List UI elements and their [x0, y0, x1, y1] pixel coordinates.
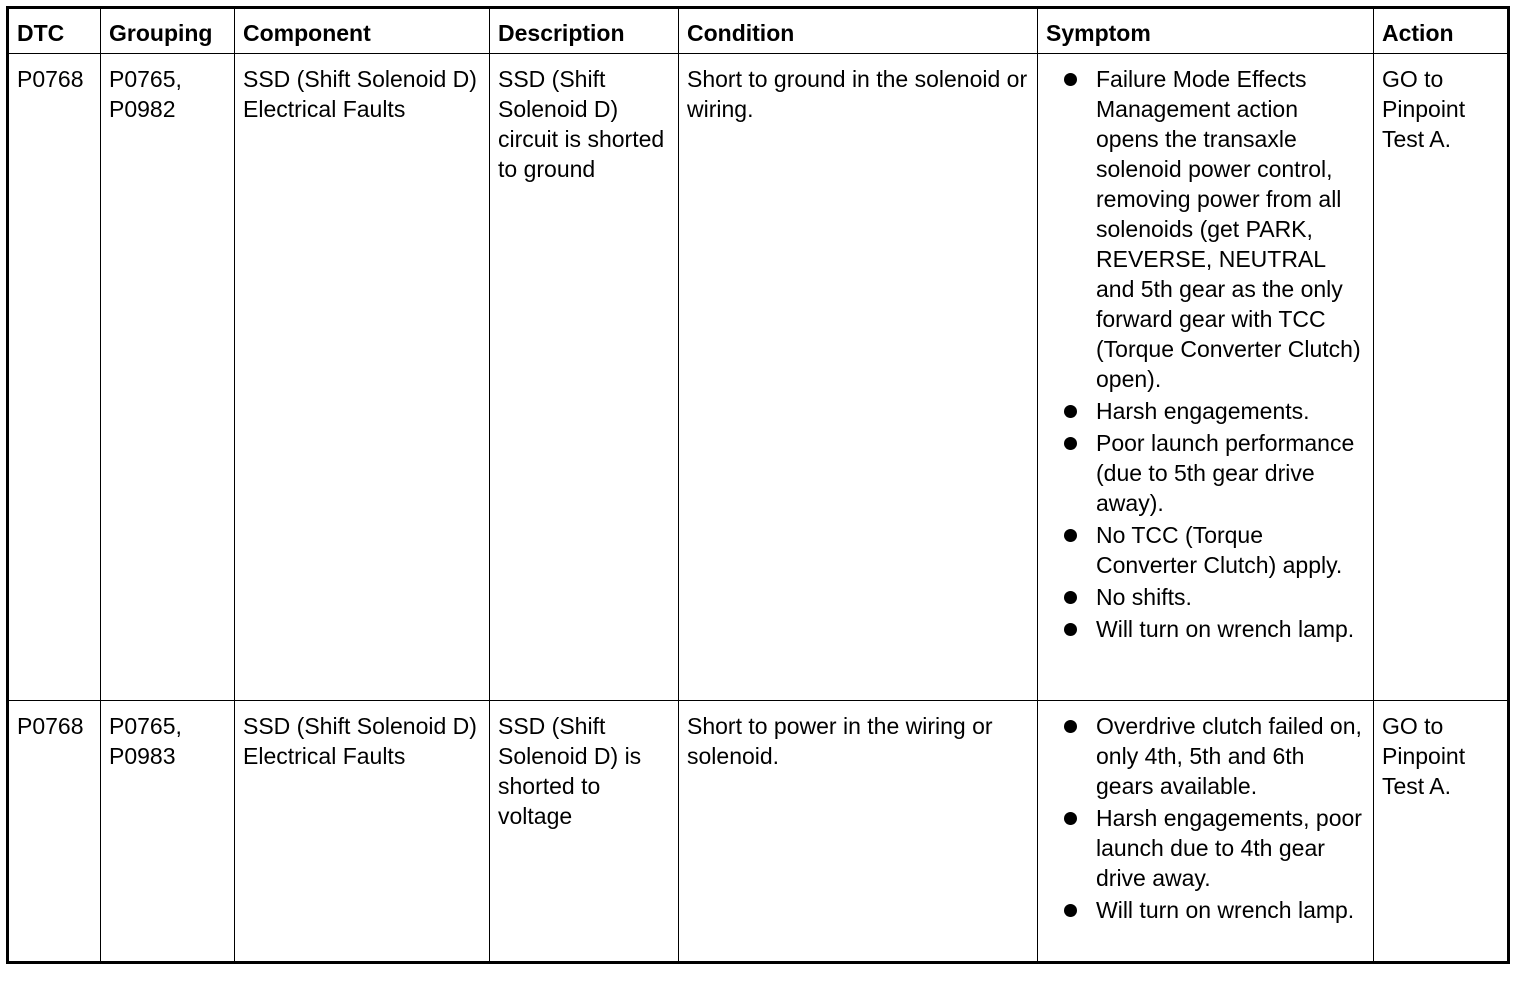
symptom-text: No TCC (Torque Converter Clutch) apply. [1096, 522, 1343, 578]
component-cell: SSD (Shift Solenoid D) Electrical Faults [235, 701, 490, 963]
symptom-item [1096, 520, 1365, 580]
dtc-table [6, 6, 1510, 964]
dtc-cell: P0768 [8, 54, 101, 701]
symptom-text: No shifts. [1096, 584, 1192, 610]
table-row [8, 701, 1509, 963]
bullet-icon [1064, 812, 1077, 825]
symptom-item [1096, 614, 1365, 644]
bullet-icon [1064, 623, 1077, 636]
symptom-text: Failure Mode Effects Management action opens the transaxle solenoid power control, removing power from all solenoids (get PARK, REVERSE, NEUTRAL and 5th gear as the only forward gear with TCC (Torque Converter Clutch) open). [1096, 66, 1361, 392]
bullet-icon [1064, 529, 1077, 542]
condition-cell: Short to power in the wiring or solenoid. [679, 701, 1038, 963]
symptom-cell [1038, 701, 1374, 963]
symptom-list [1046, 711, 1365, 925]
symptom-item [1096, 803, 1365, 893]
bullet-icon [1064, 437, 1077, 450]
header-row [8, 8, 1509, 54]
symptom-text: Poor launch performance (due to 5th gear drive away). [1096, 430, 1355, 516]
symptom-item [1096, 711, 1365, 801]
dtc-cell: P0768 [8, 701, 101, 963]
header-component: Component [235, 8, 490, 54]
symptom-item [1096, 64, 1365, 394]
symptom-item [1096, 582, 1365, 612]
bullet-icon [1064, 904, 1077, 917]
symptom-text: Will turn on wrench lamp. [1096, 616, 1355, 642]
description-cell: SSD (Shift Solenoid D) circuit is shorted to ground [490, 54, 679, 701]
header-dtc: DTC [8, 8, 101, 54]
grouping-cell: P0765, P0982 [101, 54, 235, 701]
symptom-text: Will turn on wrench lamp. [1096, 897, 1355, 923]
bullet-icon [1064, 591, 1077, 604]
table-row [8, 54, 1509, 701]
header-action: Action [1374, 8, 1509, 54]
condition-cell: Short to ground in the solenoid or wiring. [679, 54, 1038, 701]
header-description: Description [490, 8, 679, 54]
symptom-item [1096, 396, 1365, 426]
symptom-text: Overdrive clutch failed on, only 4th, 5th and 6th gears available. [1096, 713, 1362, 799]
header-grouping: Grouping [101, 8, 235, 54]
symptom-text: Harsh engagements, poor launch due to 4th gear drive away. [1096, 805, 1362, 891]
bullet-icon [1064, 720, 1077, 733]
description-cell: SSD (Shift Solenoid D) is shorted to voltage [490, 701, 679, 963]
action-cell: GO to Pinpoint Test A. [1374, 54, 1509, 701]
grouping-cell: P0765, P0983 [101, 701, 235, 963]
symptom-item [1096, 428, 1365, 518]
header-symptom: Symptom [1038, 8, 1374, 54]
bullet-icon [1064, 73, 1077, 86]
symptom-item [1096, 895, 1365, 925]
symptom-list [1046, 64, 1365, 644]
symptom-text: Harsh engagements. [1096, 398, 1310, 424]
action-cell: GO to Pinpoint Test A. [1374, 701, 1509, 963]
component-cell: SSD (Shift Solenoid D) Electrical Faults [235, 54, 490, 701]
bullet-icon [1064, 405, 1077, 418]
symptom-cell [1038, 54, 1374, 701]
header-condition: Condition [679, 8, 1038, 54]
